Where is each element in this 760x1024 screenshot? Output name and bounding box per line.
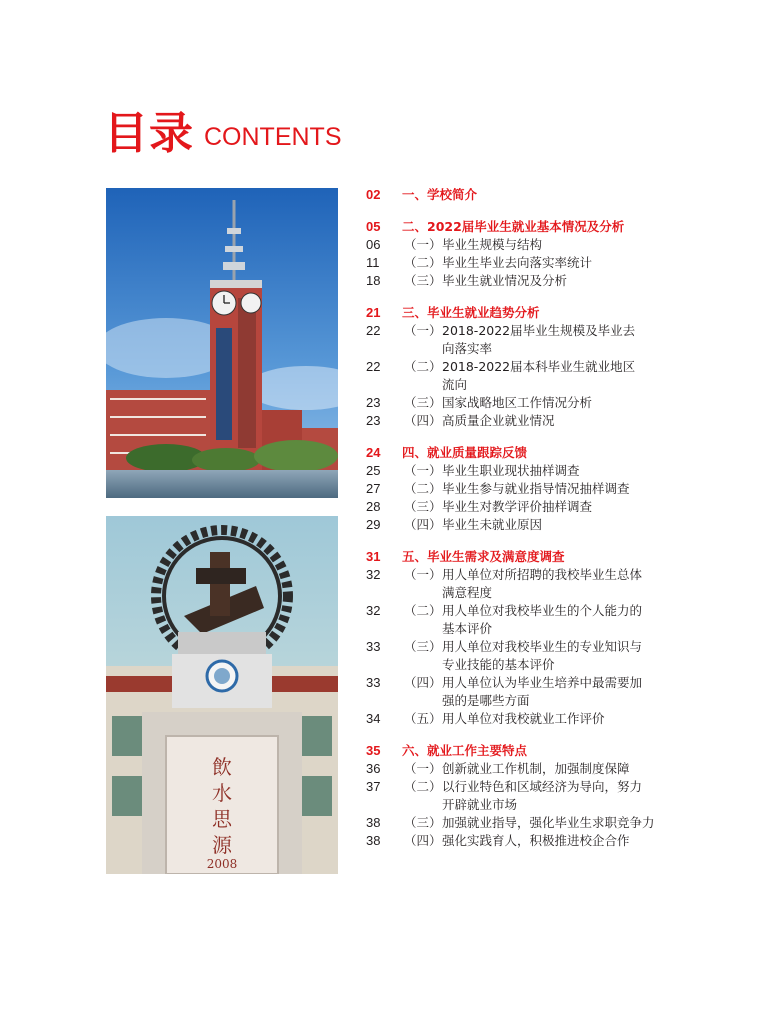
toc-page-number: 36 [366,761,381,776]
toc-entry-text: 高质量企业就业情况 [442,413,555,428]
toc-entry[interactable] [366,832,666,850]
toc-entry-continuation: 流向 [442,377,468,392]
toc-entry-text: 以行业特色和区域经济为导向，努力 [442,779,643,794]
toc-section-title: 三、毕业生就业趋势分析 [402,305,540,320]
toc-entry-continuation: 强的是哪些方面 [442,693,530,708]
toc-page-number: 35 [366,743,381,758]
toc-entry-label: （三） [404,639,442,654]
toc-section [366,304,666,430]
toc-page-number: 11 [366,255,380,270]
toc-page-number: 37 [366,779,381,794]
toc-entry-continuation: 专业技能的基本评价 [442,657,555,672]
toc-entry[interactable] [366,462,666,480]
toc-entry-label: （三） [404,395,442,410]
toc-entry-label: （三） [404,815,442,830]
inscription-year: 2008 [206,857,238,871]
toc-entry-text: 2018-2022届毕业生规模及毕业去 [442,323,636,338]
toc-page-number: 02 [366,187,381,202]
toc-entry-label: （二） [404,603,442,618]
toc-page-number: 38 [366,833,381,848]
title-english: CONTENTS [204,123,342,151]
toc-page-number: 23 [366,413,381,428]
toc-section-title: 一、学校简介 [402,187,478,202]
inscription-char-3: 思 [212,807,232,831]
toc-entry-text: 毕业生规模与结构 [442,237,543,252]
toc-page-number: 38 [366,815,381,830]
toc-entry[interactable] [366,272,666,290]
toc-entry-label: （三） [404,499,442,514]
toc-page-number: 24 [366,445,381,460]
toc-entry[interactable] [366,254,666,272]
toc-page-number: 22 [366,359,381,374]
toc-entry-text: 毕业生参与就业指导情况抽样调查 [442,481,630,496]
toc-entry-text: 毕业生对教学评价抽样调查 [442,499,593,514]
toc-entry-text: 毕业生就业情况及分析 [442,273,568,288]
toc-entry-text: 毕业生毕业去向落实率统计 [442,255,593,270]
inscription-char-2: 水 [212,781,232,805]
toc-page-number: 22 [366,323,381,338]
toc-entry[interactable] [366,516,666,534]
toc-entry[interactable] [366,358,666,394]
toc-section-heading[interactable] [366,186,666,204]
toc-page-number: 29 [366,517,381,532]
toc-section [366,186,666,204]
toc-entry[interactable] [366,236,666,254]
toc-entry-text: 国家战略地区工作情况分析 [442,395,593,410]
toc-entry-label: （一） [404,567,442,582]
toc-section [366,218,666,290]
toc-entry-label: （二） [404,481,442,496]
toc-section-heading[interactable] [366,742,666,760]
toc-page-number: 27 [366,481,381,496]
toc-entry[interactable] [366,412,666,430]
toc-entry-text: 毕业生未就业原因 [442,517,543,532]
toc-section-title: 五、毕业生需求及满意度调查 [402,549,565,564]
toc-entry-continuation: 向落实率 [442,341,493,356]
toc-section [366,548,666,728]
toc-section-heading[interactable] [366,304,666,322]
monument-photo [106,516,338,874]
table-of-contents [366,186,666,864]
clock-tower-photo [106,188,338,498]
toc-entry[interactable] [366,760,666,778]
toc-entry[interactable] [366,710,666,728]
toc-page-number: 05 [366,219,381,234]
toc-page-number: 32 [366,603,381,618]
toc-section [366,444,666,534]
toc-entry-text: 2018-2022届本科毕业生就业地区 [442,359,636,374]
toc-entry-label: （三） [404,273,442,288]
toc-section-heading[interactable] [366,218,666,236]
toc-entry[interactable] [366,778,666,814]
toc-entry-continuation: 基本评价 [442,621,493,636]
toc-entry-text: 用人单位对所招聘的我校毕业生总体 [442,567,643,582]
toc-entry-label: （四） [404,675,442,690]
inscription-char-1: 飲 [212,755,232,779]
toc-entry-label: （二） [404,359,442,374]
toc-entry-text: 强化实践育人，积极推进校企合作 [442,833,630,848]
toc-page-number: 21 [366,305,381,320]
toc-entry[interactable] [366,814,666,832]
inscription-char-4: 源 [212,833,232,857]
toc-entry-text: 用人单位认为毕业生培养中最需要加 [442,675,643,690]
toc-page-number: 28 [366,499,381,514]
toc-entry[interactable] [366,498,666,516]
toc-entry-label: （一） [404,463,442,478]
toc-entry-text: 加强就业指导，强化毕业生求职竞争力 [442,815,655,830]
toc-entry-label: （四） [404,517,442,532]
toc-entry[interactable] [366,480,666,498]
toc-section-heading[interactable] [366,444,666,462]
toc-entry-label: （四） [404,413,442,428]
toc-entry-continuation: 满意程度 [442,585,493,600]
toc-section-heading[interactable] [366,548,666,566]
title-chinese: 目录 [104,108,194,159]
toc-entry[interactable] [366,322,666,358]
toc-entry-label: （一） [404,323,442,338]
page-title [104,102,342,158]
toc-page-number: 31 [366,549,381,564]
toc-page-number: 33 [366,639,381,654]
toc-section-title: 二、2022届毕业生就业基本情况及分析 [402,219,625,234]
toc-entry-text: 创新就业工作机制，加强制度保障 [442,761,630,776]
toc-entry-text: 用人单位对我校毕业生的个人能力的 [442,603,643,618]
toc-entry-label: （二） [404,255,442,270]
toc-entry[interactable] [366,674,666,710]
toc-page-number: 25 [366,463,381,478]
toc-entry[interactable] [366,638,666,674]
toc-entry[interactable] [366,394,666,412]
toc-entry-text: 毕业生职业现状抽样调查 [442,463,580,478]
toc-page-number: 33 [366,675,381,690]
toc-page-number: 06 [366,237,381,252]
toc-entry-label: （四） [404,833,442,848]
toc-entry-continuation: 开辟就业市场 [442,797,518,812]
toc-entry-text: 用人单位对我校毕业生的专业知识与 [442,639,643,654]
toc-entry-label: （一） [404,761,442,776]
toc-page-number: 18 [366,273,381,288]
toc-section [366,742,666,850]
toc-section-title: 四、就业质量跟踪反馈 [402,445,528,460]
toc-page-number: 23 [366,395,381,410]
toc-entry-label: （二） [404,779,442,794]
toc-entry[interactable] [366,566,666,602]
toc-entry-text: 用人单位对我校就业工作评价 [442,711,605,726]
toc-page-number: 34 [366,711,381,726]
toc-entry[interactable] [366,602,666,638]
toc-entry-label: （一） [404,237,442,252]
toc-section-title: 六、就业工作主要特点 [402,743,528,758]
toc-entry-label: （五） [404,711,442,726]
toc-page-number: 32 [366,567,381,582]
